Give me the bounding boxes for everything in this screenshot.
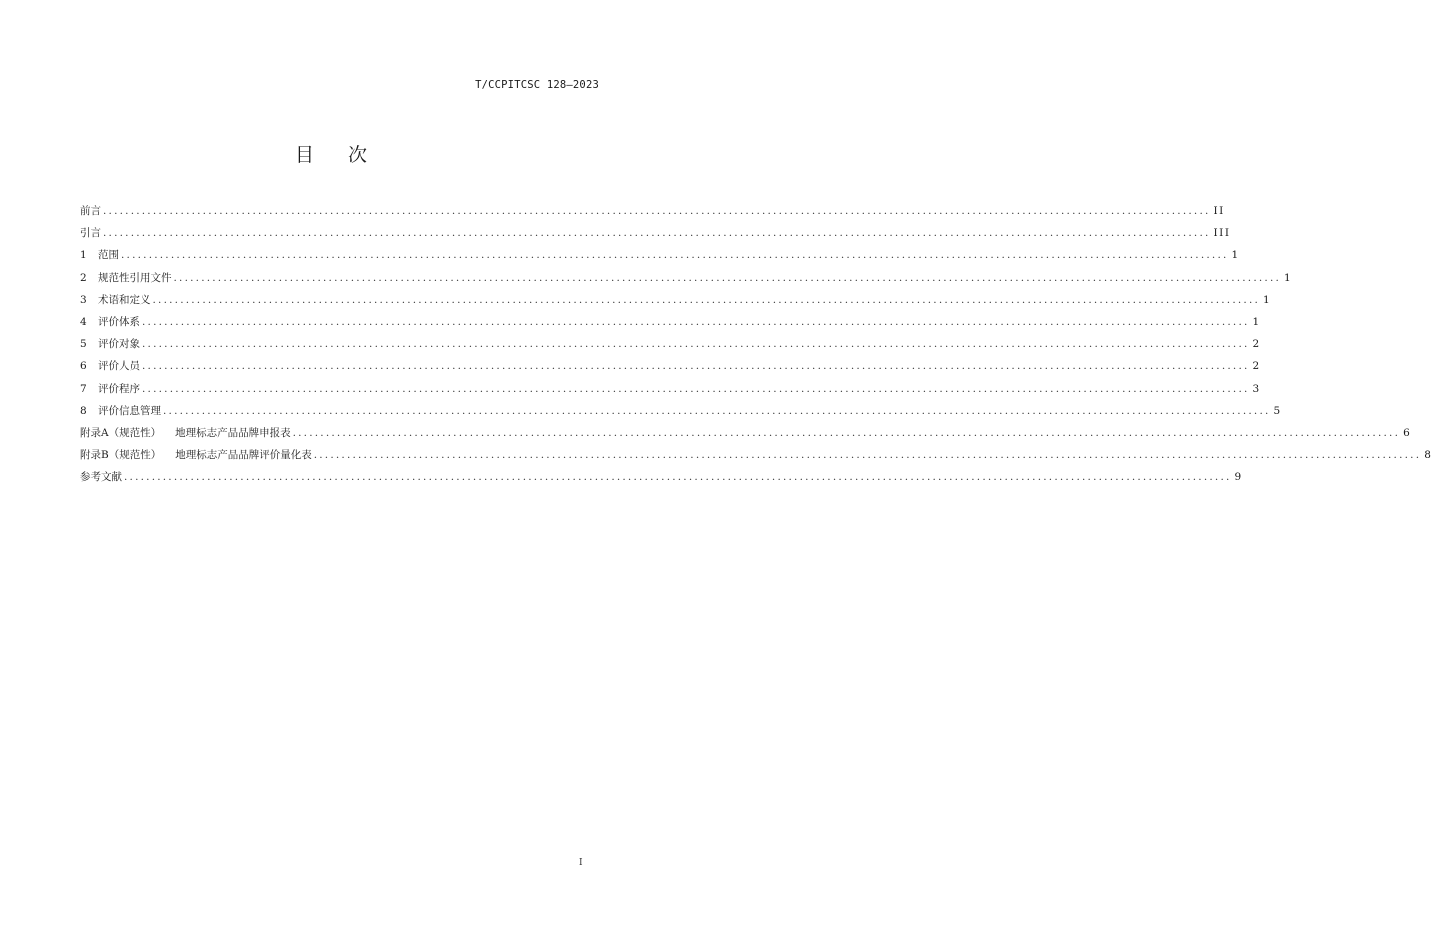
toc-entry-label: 参考文献 [80, 471, 122, 484]
toc-entry-number: 1 [80, 249, 87, 262]
toc-entry-label: 评价信息管理 [98, 404, 161, 417]
toc-entry-number: 8 [80, 404, 87, 417]
toc-entry-label: 附录B（规范性） [80, 449, 162, 462]
toc-leader-dots: ........................................................................................................................................................................................................ [292, 426, 1401, 439]
toc-entry-label: 术语和定义 [98, 293, 151, 306]
toc-leader-dots: ........................................................................................................................................................................................................ [173, 271, 1282, 284]
toc-leader-dots: ........................................................................................................................................................................................................ [124, 471, 1232, 484]
toc-leader-dots: ........................................................................................................................................................................................................ [163, 404, 1271, 417]
toc-entry-label: 评价体系 [98, 315, 140, 328]
toc-entry-number: 3 [80, 293, 87, 306]
toc-entry[interactable] [80, 400, 1282, 422]
toc-entry-page: 2 [1252, 360, 1261, 373]
toc-entry-page: III [1213, 227, 1231, 240]
toc-entry-page: 2 [1252, 338, 1261, 351]
toc-leader-dots: ........................................................................................................................................................................................................ [313, 449, 1422, 462]
toc-entry[interactable] [80, 267, 1293, 289]
page-title [0, 140, 662, 167]
table-of-contents [80, 200, 1432, 488]
toc-entry-label: 附录A（规范性） [80, 426, 162, 439]
toc-entry-page: 6 [1403, 426, 1412, 439]
toc-entry[interactable] [80, 333, 1261, 355]
toc-entry-number: 5 [80, 338, 87, 351]
toc-entry-label: 范围 [98, 249, 119, 262]
toc-entry-label: 评价对象 [98, 338, 140, 351]
toc-entry[interactable] [80, 244, 1240, 266]
toc-leader-dots: ........................................................................................................................................................................................................ [121, 249, 1229, 262]
toc-entry-label: 规范性引用文件 [98, 271, 172, 284]
toc-leader-dots: ........................................................................................................................................................................................................ [142, 382, 1250, 395]
toc-leader-dots: ........................................................................................................................................................................................................ [142, 338, 1250, 351]
toc-entry-subtitle: 地理标志产品品牌申报表 [175, 426, 291, 439]
toc-leader-dots: ........................................................................................................................................................................................................ [152, 293, 1261, 306]
title-char-2: 次 [348, 144, 368, 166]
toc-entry[interactable] [80, 422, 1412, 444]
toc-entry-page: 1 [1252, 315, 1261, 328]
toc-entry-page: 1 [1284, 271, 1293, 284]
toc-entry[interactable] [80, 289, 1272, 311]
toc-entry-page: 1 [1263, 293, 1272, 306]
toc-entry-page: 3 [1252, 382, 1261, 395]
toc-leader-dots: ........................................................................................................................................................................................................ [142, 315, 1250, 328]
toc-leader-dots: ........................................................................................................................................................................................................ [103, 227, 1211, 240]
toc-entry-page: 9 [1234, 471, 1243, 484]
toc-entry[interactable] [80, 200, 1225, 222]
toc-entry[interactable] [80, 355, 1261, 377]
toc-entry-label: 引言 [80, 227, 101, 240]
toc-entry-number: 4 [80, 315, 87, 328]
toc-entry-page: 8 [1424, 449, 1432, 462]
toc-entry-page: II [1213, 205, 1225, 217]
toc-entry-page: 1 [1231, 249, 1240, 262]
toc-entry-subtitle: 地理标志产品品牌评价量化表 [175, 449, 312, 462]
document-code: T/CCPITCSC 128—2023 [475, 79, 599, 91]
toc-leader-dots: ........................................................................................................................................................................................................ [142, 360, 1250, 373]
toc-entry-label: 评价程序 [98, 382, 140, 395]
toc-entry-page: 5 [1273, 404, 1282, 417]
page-number: I [579, 858, 583, 868]
toc-entry-number: 2 [80, 271, 87, 284]
toc-entry[interactable] [80, 378, 1261, 400]
toc-entry[interactable] [80, 466, 1243, 488]
toc-entry[interactable] [80, 222, 1231, 244]
toc-entry[interactable] [80, 444, 1432, 466]
toc-entry-label: 评价人员 [98, 360, 140, 373]
title-char-1: 目 [294, 144, 314, 166]
toc-entry-number: 6 [80, 360, 87, 373]
toc-leader-dots: ........................................................................................................................................................................................................ [103, 205, 1211, 217]
toc-entry-label: 前言 [80, 205, 101, 217]
toc-entry-number: 7 [80, 382, 87, 395]
toc-entry[interactable] [80, 311, 1261, 333]
